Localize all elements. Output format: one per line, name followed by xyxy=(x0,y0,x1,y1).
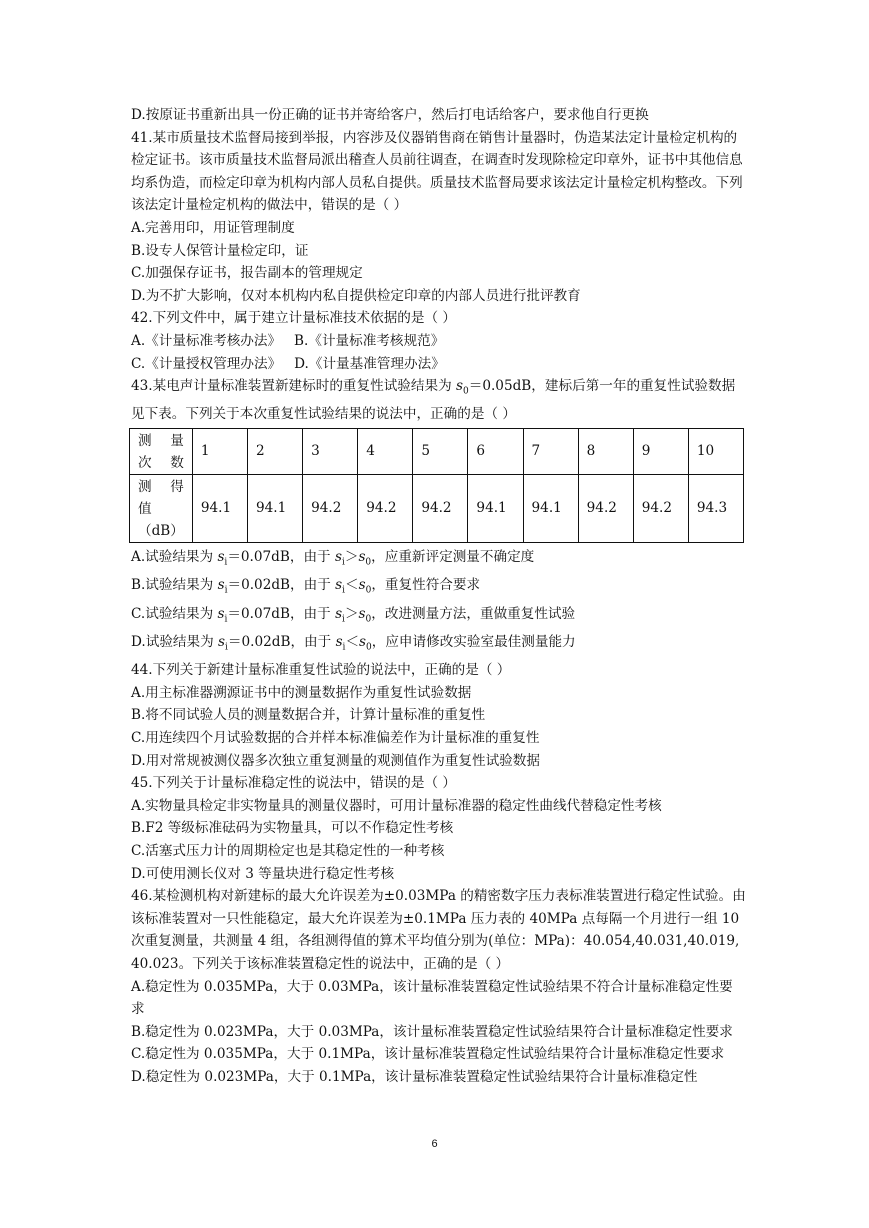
table-cell: 94.1 xyxy=(523,475,578,543)
symbol-si xyxy=(335,605,345,625)
option-line: C.稳定性为 0.035MPa，大于 0.1MPa，该计量标准装置稳定性试验结果符合计量标准稳定性要求 xyxy=(131,1046,725,1063)
option-line: A.用主标准器溯源证书中的测量数据作为重复性试验数据 xyxy=(131,684,472,701)
symbol-s: s xyxy=(358,549,366,566)
option-text: ，重复性符合要求 xyxy=(371,577,481,594)
option-text: ＝0.02dB，由于 xyxy=(227,633,336,650)
symbol-s: s xyxy=(334,549,342,566)
option-text: ＝0.02dB，由于 xyxy=(227,577,336,594)
symbol-subscript: i xyxy=(224,586,228,597)
question-46: 46.某检测机构对新建标的最大允许误差为±0.03MPa 的精密数字压力表标准装置进行稳定性试验。由该标准装置对一只性能稳定，最大允许误差为±0.1MPa 压力表的 40MPa 点每隔一个月进行一组 10 次重复测量，共测量 4 组，各组测得值的算术平均值分别为(单位：MPa)：40.054,40.031,40.019,40.023。下列关于该标准装置稳定性的说法中，正确的是（ ） xyxy=(131,888,746,972)
question-43-pre: 43.某电声计量标准装置新建标时的重复性试验结果为 xyxy=(131,378,457,395)
symbol-si xyxy=(217,549,228,568)
table-cell: 94.2 xyxy=(578,475,633,543)
table-cell: 94.2 xyxy=(633,475,688,543)
symbol-s: s xyxy=(217,549,225,566)
relation-sign: ＜ xyxy=(345,633,360,650)
option-line: A.完善用印，用证管理制度 xyxy=(131,219,295,236)
symbol-s0 xyxy=(358,549,372,568)
option-line: D.为不扩大影响，仅对本机构内私自提供检定印章的内部人员进行批评教育 xyxy=(131,287,581,304)
table-cell: 94.1 xyxy=(468,475,523,543)
symbol-s: s xyxy=(335,577,343,594)
symbol-s: s xyxy=(218,633,226,650)
table-row xyxy=(130,429,744,475)
option-line xyxy=(131,631,746,659)
symbol-s0 xyxy=(358,577,372,597)
symbol-subscript: i xyxy=(224,614,228,625)
option-text: D.试验结果为 xyxy=(131,633,219,650)
text-line: D.按原证书重新出具一份正确的证书并寄给客户，然后打电话给客户，要求他自行更换 xyxy=(131,107,649,123)
measurement-table xyxy=(129,428,744,543)
relation-sign: ＞ xyxy=(344,605,359,622)
table-cell: 5 xyxy=(413,429,468,475)
table-cell: 1 xyxy=(192,429,247,475)
table-row xyxy=(130,475,744,543)
option-text: B.试验结果为 xyxy=(131,577,218,594)
symbol-s: s xyxy=(456,378,463,395)
page-number: 6 xyxy=(431,1138,438,1150)
table-cell: 9 xyxy=(633,429,688,475)
symbol-s0 xyxy=(456,378,469,397)
option-text: ，应申请修改实验室最佳测量能力 xyxy=(371,633,576,650)
symbol-subscript: 0 xyxy=(365,557,372,568)
table-cell: 94.1 xyxy=(192,475,247,543)
symbol-subscript: 0 xyxy=(365,614,372,625)
symbol-subscript: i xyxy=(224,557,228,568)
symbol-si xyxy=(335,633,346,653)
option-line: B.设专人保管计量检定印，证 xyxy=(131,242,309,259)
symbol-subscript: i xyxy=(341,557,345,568)
question-44: 44.下列关于新建计量标准重复性试验的说法中，正确的是（ ） xyxy=(131,662,511,679)
question-43-post: ＝0.05dB，建标后第一年的重复性试验数据见下表。下列关于本次重复性试验结果的说法中，正确的是（ ） xyxy=(131,378,736,423)
table-cell: 94.1 xyxy=(247,475,302,543)
symbol-s: s xyxy=(335,605,343,622)
option-line: A.稳定性为 0.035MPa，大于 0.03MPa，该计量标准装置稳定性试验结果不符合计量标准稳定性要求 xyxy=(131,978,733,1018)
table-cell: 10 xyxy=(688,429,743,475)
option-line: B.将不同试验人员的测量数据合并，计算计量标准的重复性 xyxy=(131,707,486,724)
symbol-s0 xyxy=(358,605,372,625)
option-text: A.试验结果为 xyxy=(131,549,218,566)
symbol-si xyxy=(217,605,228,625)
symbol-subscript: i xyxy=(225,642,228,653)
symbol-subscript: 0 xyxy=(366,642,372,653)
option-text: ＝0.07dB，由于 xyxy=(227,549,335,566)
page-content xyxy=(131,104,746,1089)
option-text: ，改进测量方法，重做重复性试验 xyxy=(371,605,576,622)
relation-sign: ＞ xyxy=(344,549,359,566)
question-41: 41.某市质量技术监督局接到举报，内容涉及仪器销售商在销售计量器时，伪造某法定计量检定机构的检定证书。该市质量技术监督局派出稽查人员前往调查，在调查时发现除检定印章外，证书中其他信息均系伪造，而检定印章为机构内部人员私自提供。质量技术监督局要求该法定计量检定机构整改。下列该法定计量检定机构的做法中，错误的是（ ） xyxy=(131,129,743,214)
symbol-s: s xyxy=(335,633,343,650)
symbol-si xyxy=(218,633,228,653)
table-row-header: 测 量 次数 xyxy=(130,429,193,475)
option-text: ，应重新评定测量不确定度 xyxy=(371,549,535,566)
option-line: B.稳定性为 0.023MPa，大于 0.03MPa，该计量标准装置稳定性试验结果符合计量标准稳定性要求 xyxy=(131,1023,733,1040)
question-43 xyxy=(131,375,746,426)
symbol-s: s xyxy=(217,605,225,622)
symbol-subscript: i xyxy=(342,586,346,597)
symbol-s: s xyxy=(358,577,366,594)
symbol-s: s xyxy=(359,633,367,650)
option-text: C.试验结果为 xyxy=(131,605,218,622)
symbol-s0 xyxy=(359,633,372,653)
table-cell: 8 xyxy=(578,429,633,475)
option-line: C.加强保存证书，报告副本的管理规定 xyxy=(131,265,363,282)
table-cell: 3 xyxy=(303,429,358,475)
option-line: D.用对常规被测仪器多次独立重复测量的观测值作为重复性试验数据 xyxy=(131,752,540,769)
table-cell: 6 xyxy=(468,429,523,475)
table-cell: 94.2 xyxy=(358,475,413,543)
symbol-subscript: 0 xyxy=(463,386,469,397)
option-line: C.活塞式压力计的周期检定也是其稳定性的一种考核 xyxy=(131,843,445,860)
symbol-s: s xyxy=(358,605,366,622)
option-line: C.《计量授权管理办法》 D.《计量基准管理办法》 xyxy=(131,355,445,372)
table-row-header: 测 得 值 （dB） xyxy=(130,475,193,543)
symbol-s: s xyxy=(217,577,225,594)
question-42: 42.下列文件中，属于建立计量标准技术依据的是（ ） xyxy=(131,310,457,327)
option-line: D.可使用测长仪对 3 等量块进行稳定性考核 xyxy=(131,865,395,882)
option-line: B.F2 等级标准砝码为实物量具，可以不作稳定性考核 xyxy=(131,820,454,837)
relation-sign: ＜ xyxy=(345,577,359,594)
option-text: ＝0.07dB，由于 xyxy=(227,605,336,622)
option-line: D.稳定性为 0.023MPa，大于 0.1MPa，该计量标准装置稳定性试验结果符合计量标准稳定性 xyxy=(131,1068,698,1085)
table-cell: 94.2 xyxy=(303,475,358,543)
table-cell: 4 xyxy=(358,429,413,475)
table-cell: 94.2 xyxy=(413,475,468,543)
symbol-subscript: i xyxy=(342,642,346,653)
option-line: A.《计量标准考核办法》 B.《计量标准考核规范》 xyxy=(131,332,445,349)
symbol-si xyxy=(334,549,345,568)
table-cell: 7 xyxy=(523,429,578,475)
symbol-subscript: 0 xyxy=(365,586,372,597)
option-line: A.实物量具检定非实物量具的测量仪器时，可用计量标准器的稳定性曲线代替稳定性考核 xyxy=(131,797,662,814)
option-line: C.用连续四个月试验数据的合并样本标准偏差作为计量标准的重复性 xyxy=(131,730,540,747)
table-cell: 2 xyxy=(247,429,302,475)
symbol-si xyxy=(335,577,346,597)
table-cell: 94.3 xyxy=(688,475,743,543)
option-line xyxy=(131,574,746,602)
option-line xyxy=(131,546,746,574)
option-line xyxy=(131,603,746,631)
symbol-subscript: i xyxy=(342,614,345,625)
question-45: 45.下列关于计量标准稳定性的说法中，错误的是（ ） xyxy=(131,775,457,792)
symbol-si xyxy=(217,577,228,597)
